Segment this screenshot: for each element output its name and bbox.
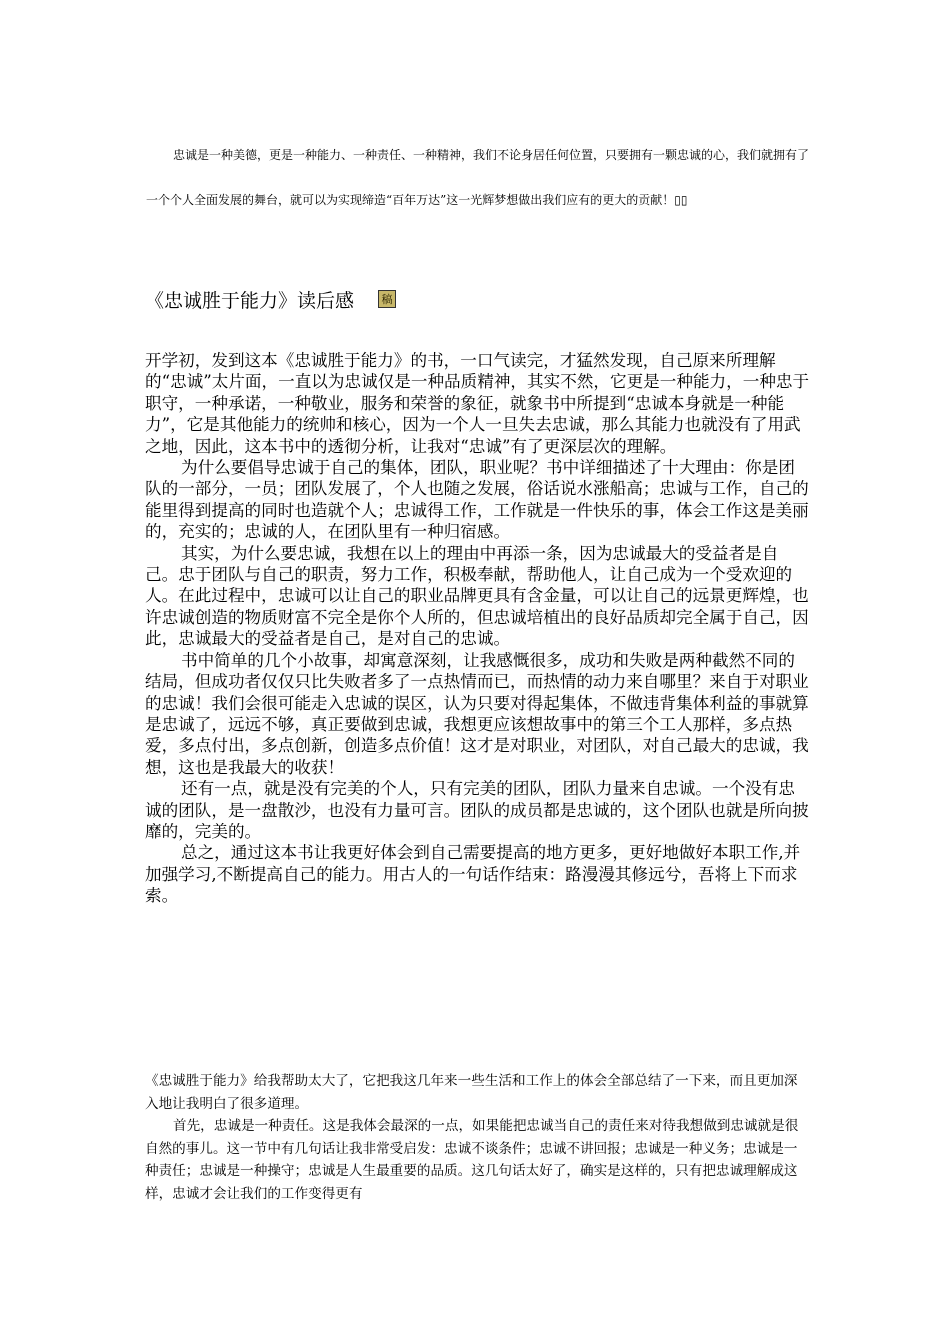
manuscript-icon: 稿 [378,290,396,308]
essay-paragraph: 其实，为什么要忠诚，我想在以上的理由中再添一条，因为忠诚最大的受益者是自己。忠于团队与自己的职责，努力工作，积极奉献，帮助他人，让自己成为一个受欢迎的人。在此过程中，忠诚可以让自己的职业品牌更具有含金量，可以让自己的远景更辉煌，也许忠诚创造的物质财富不完全是你个人所的，但忠诚培植出的良好品质却完全属于自己，因此，忠诚最大的受益者是自己，是对自己的忠诚。 [145,543,809,649]
intro-paragraph: 忠诚是一种美德，更是一种能力、一种责任、一种精神，我们不论身居任何位置，只要拥有一颗忠诚的心，我们就拥有了一个个人全面发展的舞台，就可以为实现缔造“百年万达”这一光辉梦想做出我们应有的更大的贡献！▯▯ [146,148,810,207]
essay-paragraph: 总之，通过这本书让我更好体会到自己需要提高的地方更多，更好地做好本职工作,并加强学习,不断提高自己的能力。用古人的一句话作结束：路漫漫其修远兮，吾将上下而求索。 [145,843,801,906]
article-title-row [145,282,396,316]
essay-paragraph: 书中简单的几个小故事，却寓意深刻，让我感慨很多，成功和失败是两种截然不同的结局，但成功者仅仅只比失败者多了一点热情而已，而热情的动力来自哪里？来自于对职业的忠诚！我们会很可能走入忠诚的误区，认为只要对得起集体，不做违背集体利益的事就算是忠诚了，远远不够，真正要做到忠诚，我想更应该想故事中的第三个工人那样，多点热爱，多点付出，多点创新，创造多点价值！这才是对职业，对团队，对自己最大的忠诚，我想，这也是我最大的收获！ [145,650,809,777]
second-essay-paragraph: 《忠诚胜于能力》给我帮助太大了，它把我这几年来一些生活和工作上的体会全部总结了一下来，而且更加深入地让我明白了很多道理。 [145,1073,798,1112]
second-essay-body [145,1070,810,1206]
essay-paragraph: 为什么要倡导忠诚于自己的集体，团队，职业呢？书中详细描述了十大理由：你是团队的一部分，一员；团队发展了，个人也随之发展，俗话说水涨船高；忠诚与工作，自己的能里得到提高的同时也造就个人；忠诚得工作，工作就是一件快乐的事，体会工作这是美丽的，充实的；忠诚的人，在团队里有一种归宿感。 [145,458,809,542]
article-title: 《忠诚胜于能力》读后感 [145,289,355,312]
essay-paragraph: 还有一点，就是没有完美的个人，只有完美的团队，团队力量来自忠诚。一个没有忠诚的团队，是一盘散沙，也没有力量可言。团队的成员都是忠诚的，这个团队也就是所向披靡的，完美的。 [145,779,809,841]
essay-body [145,350,810,907]
essay-paragraph: 开学初，发到这本《忠诚胜于能力》的书，一口气读完，才猛然发现，自己原来所理解的“忠诚”太片面，一直以为忠诚仅是一种品质精神，其实不然，它更是一种能力，一种忠于职守，一种承诺，一种敬业，服务和荣誉的象征，就象书中所提到“忠诚本身就是一种能力”，它是其他能力的统帅和核心，因为一个人一旦失去忠诚，那么其能力也就没有了用武之地，因此，这本书中的透彻分析，让我对“忠诚”有了更深层次的理解。 [145,351,810,456]
second-essay-paragraph: 首先，忠诚是一种责任。这是我体会最深的一点，如果能把忠诚当自己的责任来对待我想做到忠诚就是很自然的事儿。这一节中有几句话让我非常受启发：忠诚不谈条件；忠诚不讲回报；忠诚是一种义务；忠诚是一种责任；忠诚是一种操守；忠诚是人生最重要的品质。这几句话太好了，确实是这样的，只有把忠诚理解成这样，忠诚才会让我们的工作变得更有 [145,1118,799,1202]
